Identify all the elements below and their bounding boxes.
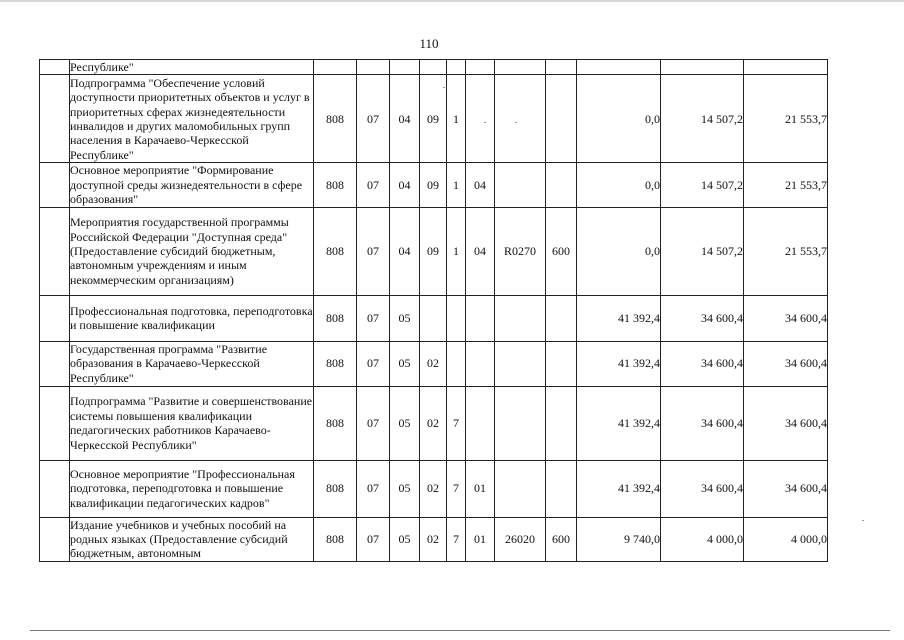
code-cell: 04 <box>466 207 495 295</box>
budget-table <box>39 59 828 562</box>
amount-cell: 34 600,4 <box>744 460 828 517</box>
row-index-cell <box>40 60 70 75</box>
row-index-cell <box>40 75 70 163</box>
row-index-cell <box>40 295 70 341</box>
code-cell: 09 <box>420 207 447 295</box>
code-cell <box>495 341 546 386</box>
amount-cell: 34 600,4 <box>661 386 744 460</box>
code-cell: 600 <box>546 517 577 561</box>
code-cell <box>466 60 495 75</box>
code-cell: 808 <box>314 295 357 341</box>
code-cell: 1 <box>447 163 466 207</box>
code-cell: 04 <box>390 75 420 163</box>
code-cell: 808 <box>314 341 357 386</box>
amount-cell: 14 507,2 <box>661 75 744 163</box>
code-cell <box>546 295 577 341</box>
code-cell <box>314 60 357 75</box>
code-cell: 07 <box>357 386 390 460</box>
amount-cell: 41 392,4 <box>577 341 661 386</box>
page-number: 110 <box>419 36 439 51</box>
code-cell <box>495 60 546 75</box>
amount-cell: 34 600,4 <box>744 386 828 460</box>
code-cell: 04 <box>466 163 495 207</box>
table-row <box>40 460 828 517</box>
amount-cell <box>577 60 661 75</box>
amount-cell: 21 553,7 <box>744 207 828 295</box>
code-cell: 07 <box>357 207 390 295</box>
code-cell <box>466 386 495 460</box>
amount-cell: 34 600,4 <box>744 341 828 386</box>
code-cell: 808 <box>314 163 357 207</box>
table-row <box>40 386 828 460</box>
code-cell: 04 <box>390 163 420 207</box>
code-cell: 7 <box>447 517 466 561</box>
code-cell <box>495 163 546 207</box>
item-name-cell: Основное мероприятие "Профессиональная подготовка, переподготовка и повышение квалификации педагогических кадров" <box>70 460 314 517</box>
scan-speck <box>862 520 864 521</box>
row-index-cell <box>40 460 70 517</box>
amount-cell: 4 000,0 <box>661 517 744 561</box>
amount-cell: 34 600,4 <box>744 295 828 341</box>
amount-cell: 34 600,4 <box>661 460 744 517</box>
row-index-cell <box>40 341 70 386</box>
code-cell: 808 <box>314 460 357 517</box>
code-cell: 1 <box>447 207 466 295</box>
table-row <box>40 517 828 561</box>
table-row <box>40 163 828 207</box>
amount-cell: 0,0 <box>577 207 661 295</box>
code-cell <box>546 341 577 386</box>
row-index-cell <box>40 207 70 295</box>
amount-cell: 0,0 <box>577 163 661 207</box>
amount-cell: 14 507,2 <box>661 163 744 207</box>
code-cell <box>390 60 420 75</box>
item-name-cell: Государственная программа "Развитие образования в Карачаево-Черкесской Республике" <box>70 341 314 386</box>
table-row <box>40 341 828 386</box>
row-index-cell <box>40 386 70 460</box>
code-cell: 1 <box>447 75 466 163</box>
item-name-cell: Издание учебников и учебных пособий на родных языках (Предоставление субсидий бюджетным, автономным <box>70 517 314 561</box>
item-name-cell: Подпрограмма "Обеспечение условий доступности приоритетных объектов и услуг в приоритетных сферах жизнедеятельности инвалидов и других маломобильных групп населения в Карачаево-Черкесской Республике" <box>70 75 314 163</box>
item-name-cell: Профессиональная подготовка, переподготовка и повышение квалификации <box>70 295 314 341</box>
code-cell: 05 <box>390 460 420 517</box>
code-cell: 02 <box>420 517 447 561</box>
code-cell <box>546 60 577 75</box>
amount-cell: 21 553,7 <box>744 163 828 207</box>
scan-speck <box>515 122 517 123</box>
amount-cell: 4 000,0 <box>744 517 828 561</box>
amount-cell <box>744 60 828 75</box>
code-cell <box>546 386 577 460</box>
item-name-cell: Основное мероприятие "Формирование доступной среды жизнедеятельности в сфере образования" <box>70 163 314 207</box>
code-cell: 808 <box>314 75 357 163</box>
top-edge-rule <box>0 0 904 2</box>
code-cell: 7 <box>447 460 466 517</box>
code-cell: 808 <box>314 517 357 561</box>
item-name-cell: Мероприятия государственной программы Российской Федерации "Доступная среда" (Предоставление субсидий бюджетным, автономным учреждениям и иным некоммерческим организациям) <box>70 207 314 295</box>
code-cell <box>357 60 390 75</box>
code-cell: 07 <box>357 517 390 561</box>
amount-cell: 41 392,4 <box>577 386 661 460</box>
code-cell <box>466 75 495 163</box>
code-cell: 05 <box>390 517 420 561</box>
code-cell <box>466 341 495 386</box>
code-cell: 07 <box>357 163 390 207</box>
code-cell: 09 <box>420 163 447 207</box>
code-cell: 05 <box>390 295 420 341</box>
code-cell: 808 <box>314 386 357 460</box>
row-index-cell <box>40 517 70 561</box>
code-cell: 7 <box>447 386 466 460</box>
item-name-cell: Подпрограмма "Развитие и совершенствование системы повышения квалификации педагогических работников Карачаево-Черкесской Республики" <box>70 386 314 460</box>
code-cell: 07 <box>357 75 390 163</box>
code-cell <box>546 75 577 163</box>
code-cell: 09 <box>420 75 447 163</box>
code-cell <box>447 341 466 386</box>
table-row <box>40 75 828 163</box>
code-cell: 808 <box>314 207 357 295</box>
scan-speck <box>484 122 486 123</box>
code-cell <box>495 386 546 460</box>
amount-cell: 41 392,4 <box>577 460 661 517</box>
code-cell: 26020 <box>495 517 546 561</box>
amount-cell: 21 553,7 <box>744 75 828 163</box>
code-cell: 07 <box>357 295 390 341</box>
code-cell: 02 <box>420 341 447 386</box>
item-name-cell: Республике" <box>70 60 314 75</box>
amount-cell: 9 740,0 <box>577 517 661 561</box>
code-cell: 07 <box>357 341 390 386</box>
code-cell <box>447 295 466 341</box>
row-index-cell <box>40 163 70 207</box>
amount-cell: 14 507,2 <box>661 207 744 295</box>
code-cell: 02 <box>420 460 447 517</box>
amount-cell: 41 392,4 <box>577 295 661 341</box>
code-cell: 04 <box>390 207 420 295</box>
code-cell <box>495 75 546 163</box>
scan-speck <box>443 87 445 88</box>
table-row <box>40 207 828 295</box>
code-cell <box>546 460 577 517</box>
code-cell: 05 <box>390 386 420 460</box>
code-cell: 01 <box>466 460 495 517</box>
code-cell: 05 <box>390 341 420 386</box>
code-cell <box>495 295 546 341</box>
code-cell: 600 <box>546 207 577 295</box>
amount-cell <box>661 60 744 75</box>
code-cell <box>495 460 546 517</box>
amount-cell: 34 600,4 <box>661 295 744 341</box>
code-cell: 07 <box>357 460 390 517</box>
code-cell <box>420 60 447 75</box>
code-cell <box>466 295 495 341</box>
bottom-edge-rule <box>30 630 890 631</box>
amount-cell: 0,0 <box>577 75 661 163</box>
code-cell <box>546 163 577 207</box>
code-cell: 02 <box>420 386 447 460</box>
table-row <box>40 295 828 341</box>
amount-cell: 34 600,4 <box>661 341 744 386</box>
code-cell <box>447 60 466 75</box>
code-cell <box>420 295 447 341</box>
code-cell: R0270 <box>495 207 546 295</box>
table-row <box>40 60 828 75</box>
code-cell: 01 <box>466 517 495 561</box>
